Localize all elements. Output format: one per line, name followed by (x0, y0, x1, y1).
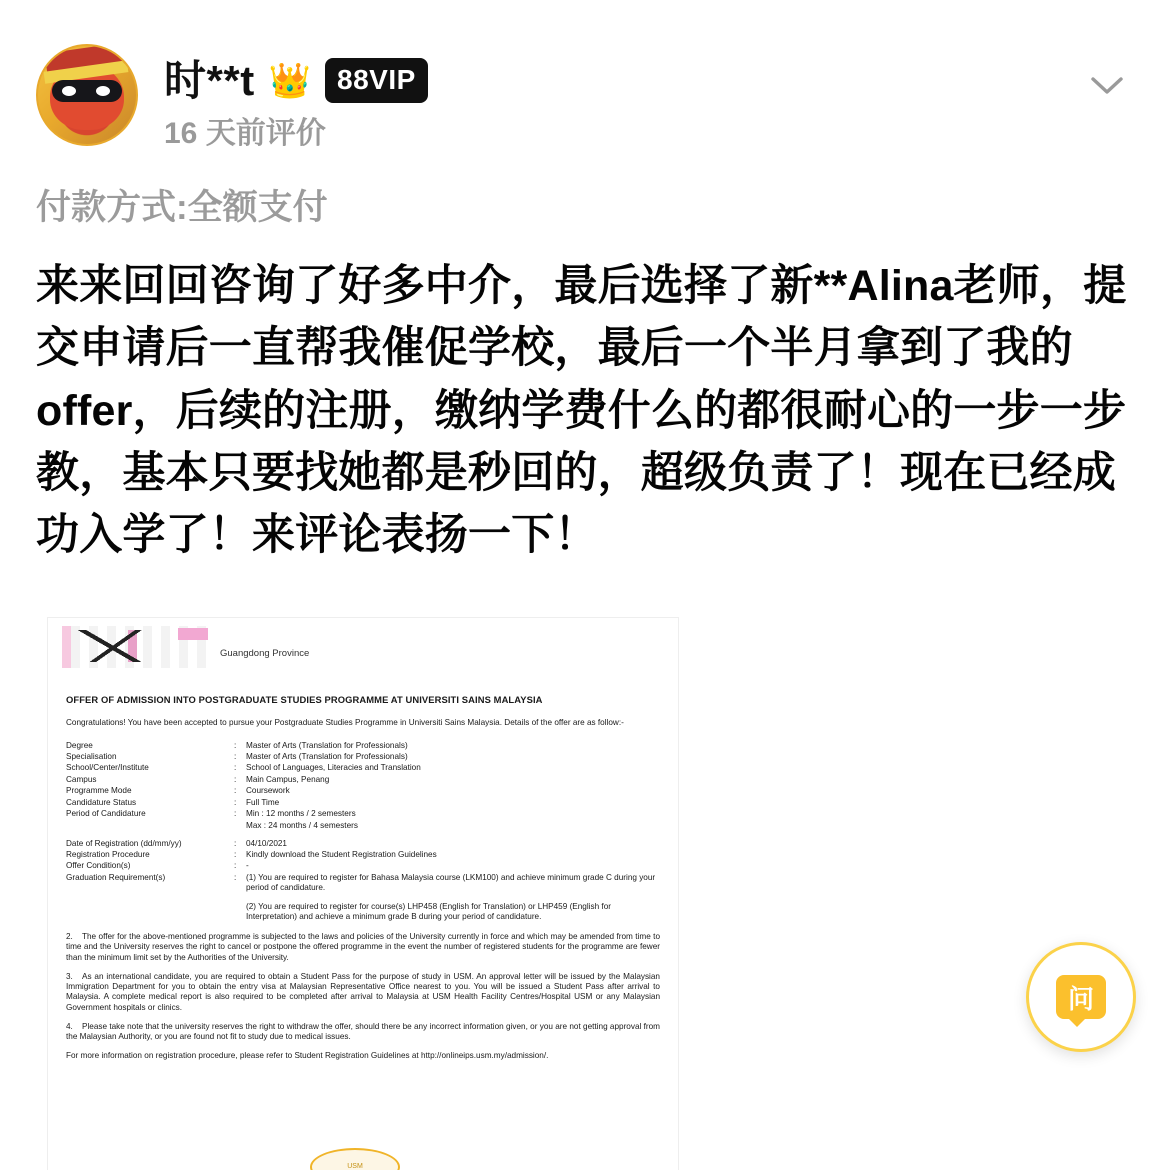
row-colon: : (234, 786, 237, 796)
doc-paragraph-2 (66, 932, 660, 963)
paragraph-number: 3. (66, 971, 73, 981)
row-value: Full Time (246, 797, 280, 807)
row-colon: : (234, 763, 237, 773)
paragraph-text: Please take note that the university reserves the right to withdraw the offer, should there be any incorrect information given, or you are not getting approval from the Malaysian Authority, or you are found not fit to study due to medical issues. (66, 1021, 660, 1041)
row-colon: : (234, 838, 237, 848)
paragraph-text: The offer for the above-mentioned programme is subjected to the laws and policies of the University currently in force and which may be amended from time to time and the University reserves the right to cancel or postpone the offered programme in the event the number of registered students for the programme are fewer than the minimum limit set by the Authorities of the University. (66, 932, 660, 962)
table-row (66, 872, 660, 894)
row-value: Kindly download the Student Registration Guidelines (246, 849, 437, 859)
row-value: (1) You are required to register for Bahasa Malaysia course (LKM100) and achieve minimum grade C during your period of candidature. (246, 872, 656, 893)
table-row (66, 774, 660, 785)
doc-congrats: Congratulations! You have been accepted to pursue your Postgraduate Studies Programme in Universiti Sains Malaysia. Details of the offer are as follow:- (66, 717, 624, 727)
row-key: Offer Condition(s) (66, 861, 131, 871)
row-key: Graduation Requirement(s) (66, 872, 166, 882)
username-row (164, 58, 428, 103)
table-row (66, 797, 660, 808)
university-logo-icon (62, 626, 212, 668)
offer-letter (48, 618, 678, 1170)
table-row (66, 894, 660, 923)
attachment-image[interactable] (48, 618, 678, 1170)
table-row (66, 861, 660, 872)
logo-mark (68, 630, 154, 662)
table-row (66, 809, 660, 820)
paragraph-number: 4. (66, 1021, 73, 1031)
avatar[interactable] (36, 44, 138, 146)
avatar-eye-left (62, 86, 76, 96)
row-key: Registration Procedure (66, 849, 150, 859)
row-value: - (246, 861, 249, 871)
table-row (66, 740, 660, 751)
payment-method: 付款方式:全额支付 (36, 188, 328, 227)
doc-paragraph-3 (66, 972, 660, 1013)
row-colon: : (234, 809, 237, 819)
row-key: Programme Mode (66, 786, 132, 796)
row-colon: : (234, 861, 237, 871)
vip-badge: 88VIP (325, 58, 428, 103)
row-colon (234, 894, 246, 923)
row-colon: : (234, 774, 237, 784)
table-row (66, 832, 660, 850)
row-key: Candidature Status (66, 797, 137, 807)
table-row (66, 763, 660, 774)
review-content: 来来回回咨询了好多中介，最后选择了新**Alina老师，提交申请后一直帮我催促学校，最后一个半月拿到了我的offer，后续的注册，缴纳学费什么的都很耐心的一步一步教，基本只要找她都是秒回的，超级负责了！现在已经成功入学了！来评论表扬一下！ (36, 262, 1127, 560)
review-header (36, 0, 1134, 149)
doc-title: OFFER OF ADMISSION INTO POSTGRADUATE STUDIES PROGRAMME AT UNIVERSITI SAINS MALAYSIA (66, 694, 543, 705)
ask-float-button[interactable] (1026, 942, 1136, 1052)
row-value: Main Campus, Penang (246, 774, 330, 784)
offer-details-table (66, 740, 660, 923)
table-row (66, 751, 660, 762)
row-key: Date of Registration (dd/mm/yy) (66, 838, 182, 848)
row-colon (234, 820, 246, 831)
row-key: Specialisation (66, 752, 117, 762)
row-key: Campus (66, 774, 97, 784)
paragraph-text: As an international candidate, you are required to obtain a Student Pass for the purpose of study in USM. An approval letter will be issued by the Malaysian Immigration Department for you to obtain the entry visa at Malaysian Representative Office nearest to you. You will be issued a Student Pass after arrival to Malaysia. A complete medical report is also required to be completed after arrival to Malaysia at USM Health Facility Centres/Hospital USM or any Malaysian Government hospitals or clinics. (66, 971, 660, 1012)
table-row (66, 849, 660, 860)
user-info (164, 44, 428, 149)
row-value: Min : 12 months / 2 semesters (246, 809, 356, 819)
doc-footer: For more information on registration procedure, please refer to Student Registration Guidelines at http://onlineips.usm.my/admission/. (66, 1051, 549, 1061)
row-colon: : (234, 752, 237, 762)
avatar-eye-right (96, 86, 110, 96)
row-key (66, 894, 234, 923)
row-value: 04/10/2021 (246, 838, 287, 848)
doc-province: Guangdong Province (220, 648, 310, 659)
paragraph-number: 2. (66, 932, 73, 941)
row-key: Period of Candidature (66, 809, 146, 819)
logo-accent (178, 628, 208, 640)
review-time: 16 天前评价 (164, 117, 326, 150)
table-row (66, 786, 660, 797)
row-key: School/Center/Institute (66, 763, 149, 773)
crown-icon: 👑 (268, 61, 312, 100)
graduation-note-2: (2) You are required to register for course(s) LHP458 (English for Translation) or LHP459 (English for Interpretation) and achieve a minimum grade B during your period of candidature. (246, 901, 611, 922)
table-row (66, 820, 660, 831)
row-key (66, 820, 234, 831)
row-key: Degree (66, 740, 93, 750)
doc-paragraph-4 (66, 1022, 660, 1043)
row-value: School of Languages, Literacies and Translation (246, 763, 421, 773)
row-value: Master of Arts (Translation for Professionals) (246, 752, 408, 762)
row-value: Master of Arts (Translation for Professionals) (246, 740, 408, 750)
chat-bubble-icon: 问 (1056, 975, 1106, 1019)
row-colon: : (234, 849, 237, 859)
row-value: Coursework (246, 786, 290, 796)
chevron-down-icon[interactable] (1084, 62, 1130, 108)
row-colon: : (234, 740, 237, 750)
row-colon: : (234, 872, 237, 882)
row-value: Max : 24 months / 4 semesters (246, 820, 358, 830)
doc-stamp: USM (310, 1148, 400, 1170)
row-colon: : (234, 797, 237, 807)
user-nickname: 时**t (164, 56, 255, 104)
